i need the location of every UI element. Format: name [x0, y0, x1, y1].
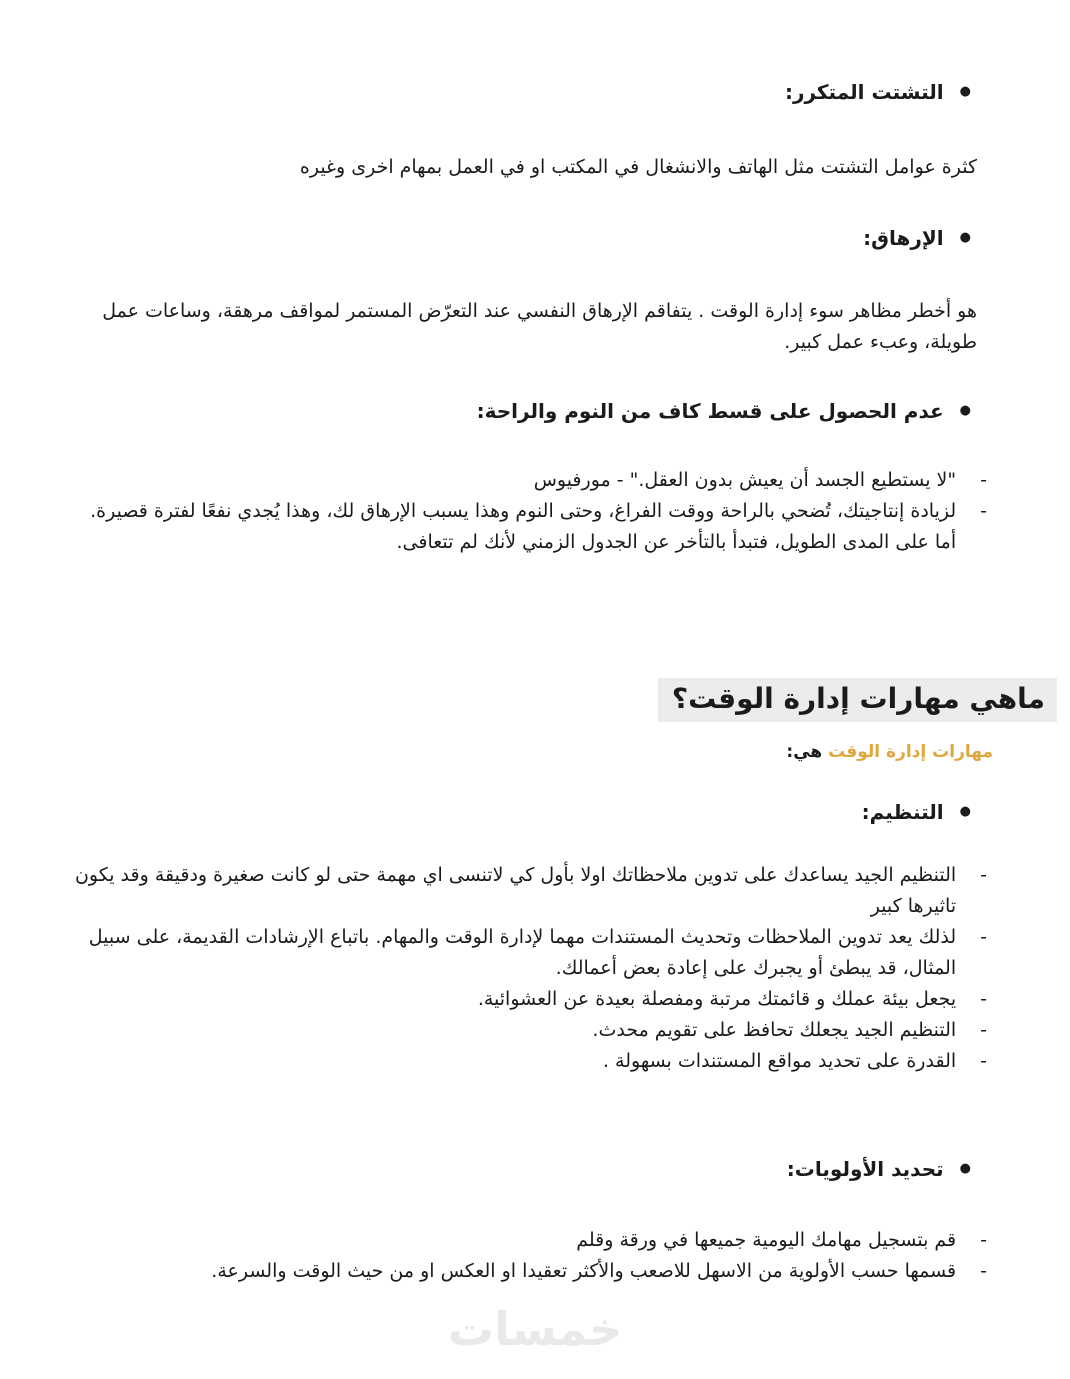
- skills-subtitle: [65, 742, 993, 762]
- section-organization-heading: [65, 798, 1005, 826]
- bullet-icon: ●: [959, 84, 971, 99]
- dash-icon: -: [980, 500, 987, 523]
- subtitle-rest-text: هي:: [786, 742, 829, 763]
- list-item: [65, 1046, 1005, 1077]
- list-item: [65, 860, 1005, 922]
- dash-icon: -: [980, 864, 987, 887]
- dash-icon: -: [980, 987, 987, 1010]
- list-item-text: "لا يستطيع الجسد أن يعيش بدون العقل." - مورفيوس: [533, 469, 957, 492]
- list-item-text: لذلك يعد تدوين الملاحظات وتحديث المستندات مهما لإدارة الوقت والمهام. باتباع الإرشادات القديمة، على سبيل المثال، قد يبطئ أو يجبرك على إعادة بعض أعمالك.: [88, 926, 957, 979]
- bullet-icon: ●: [959, 1160, 971, 1176]
- section-distraction-heading: [65, 78, 1005, 106]
- list-item: [65, 984, 1005, 1015]
- list-item-text: التنظيم الجيد يجعلك تحافظ على تقويم محدث.: [592, 1018, 957, 1041]
- list-item-text: يجعل بيئة عملك و قائمتك مرتبة ومفصلة بعيدة عن العشوائية.: [477, 987, 957, 1010]
- dash-icon: -: [980, 469, 987, 492]
- section-heading-label: الإرهاق:: [863, 226, 944, 251]
- section-heading-label: عدم الحصول على قسط كاف من النوم والراحة:: [476, 399, 944, 424]
- dash-icon: -: [980, 926, 987, 949]
- section-priorities-heading: [65, 1155, 1005, 1183]
- list-item: [65, 922, 1005, 984]
- list-item-text: لزيادة إنتاجيتك، تُضحي بالراحة ووقت الفراغ، وحتى النوم وهذا يسبب الإرهاق لك، وهذا يُجدي نفعًا لفترة قصيرة. أما على المدى الطويل، فتبدأ بالتأخر عن الجدول الزمني لأنك لم تتعافى.: [90, 500, 957, 554]
- list-item-text: التنظيم الجيد يساعدك على تدوين ملاحظاتك اولا بأول كي لاتنسى اي مهمة حتى لو كانت صغيرة ودقيقة وقد يكون تاثيرها كبير: [74, 864, 957, 918]
- distraction-paragraph: كثرة عوامل التشتت مثل الهاتف والانشغال في المكتب او في العمل بمهام اخرى وغيره: [299, 156, 977, 178]
- bullet-icon: ●: [959, 230, 971, 246]
- list-item-text: القدرة على تحديد مواقع المستندات بسهولة .: [602, 1049, 957, 1072]
- bullet-icon: ●: [959, 804, 971, 820]
- section-heading-label: التنظيم:: [861, 800, 944, 825]
- list-item: [65, 1225, 1005, 1256]
- list-item: [65, 496, 1005, 558]
- list-item-text: قم بتسجيل مهامك اليومية جميعها في ورقة وقلم: [576, 1228, 957, 1251]
- page-title: ماهي مهارات إدارة الوقت؟: [658, 678, 1057, 722]
- section-heading-label: تحديد الأولويات:: [786, 1156, 944, 1181]
- dash-icon: -: [980, 1259, 987, 1282]
- list-item: [65, 1015, 1005, 1046]
- bullet-icon: ●: [959, 403, 971, 419]
- khamsat-watermark: خمسات: [447, 1302, 623, 1356]
- section-sleep-heading: [65, 397, 1005, 425]
- dash-icon: -: [980, 1018, 987, 1041]
- list-item: [65, 1256, 1005, 1287]
- section-fatigue-heading: [65, 224, 1005, 252]
- section-heading-label: التشتت المتكرر:: [784, 80, 944, 104]
- skills-heading-wrap: [65, 678, 1057, 722]
- dash-icon: -: [980, 1049, 987, 1072]
- organization-dash-list: [65, 860, 1005, 1077]
- dash-icon: -: [980, 1228, 987, 1251]
- fatigue-paragraph: هو أخطر مظاهر سوء إدارة الوقت . يتفاقم الإرهاق النفسي عند التعرّض المستمر لمواقف مرهقة، وساعات عمل طويلة، وعبء عمل كبير.: [102, 300, 977, 353]
- sleep-dash-list: [65, 465, 1005, 558]
- subtitle-accent-text: مهارات إدارة الوقت: [828, 742, 993, 763]
- priorities-dash-list: [65, 1225, 1005, 1287]
- list-item: [65, 465, 1005, 496]
- list-item-text: قسمها حسب الأولوية من الاسهل للاصعب والأكثر تعقيدا او العكس او من حيث الوقت والسرعة.: [211, 1259, 957, 1282]
